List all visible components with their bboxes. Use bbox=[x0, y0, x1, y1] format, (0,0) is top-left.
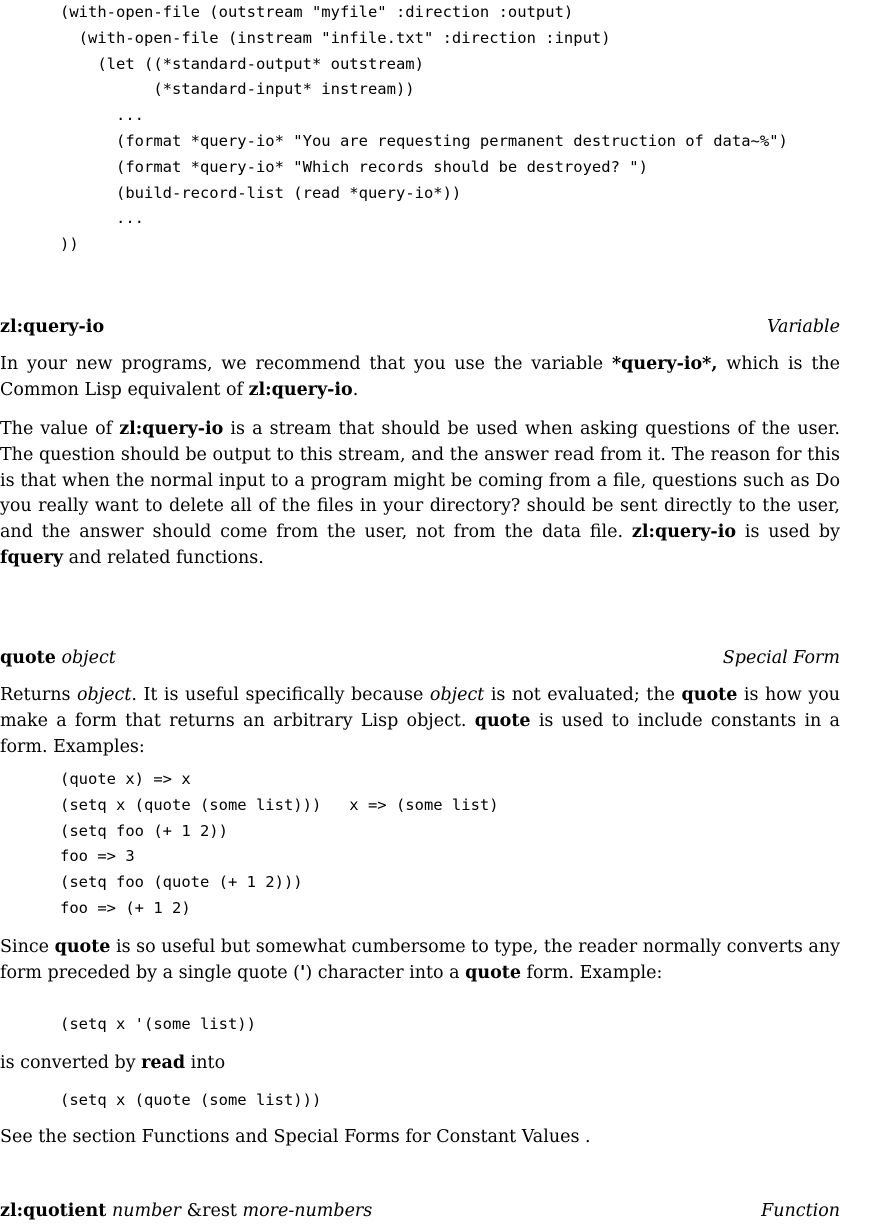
query-io-name: zl:query-io bbox=[0, 317, 105, 337]
quotient-arg-rest: &rest bbox=[186, 1201, 237, 1221]
quote-see-also: See the section Functions and Special Forms for Constant Values . bbox=[0, 1127, 591, 1147]
code-line: (setq x (quote (some list))) bbox=[60, 1091, 322, 1109]
code-line: ... bbox=[60, 209, 144, 228]
quote-examples-code bbox=[60, 767, 499, 922]
quote-paragraph-3: is converted by read into bbox=[0, 1053, 226, 1073]
quotient-arg-more-numbers: more-numbers bbox=[242, 1201, 373, 1221]
code-line: foo => 3 bbox=[60, 847, 135, 866]
code-line: (with-open-file (instream "infile.txt" :direction :input) bbox=[60, 28, 611, 47]
query-io-paragraph-1: In your new programs, we recommend that you use the variable *query-io*, which is the Common Lisp equivalent of zl:query-io. bbox=[0, 354, 840, 400]
quote-kind: Special Form bbox=[722, 648, 840, 668]
quote-example-2-code bbox=[60, 1012, 256, 1038]
query-io-heading bbox=[0, 314, 840, 340]
code-line: (setq foo (+ 1 2)) bbox=[60, 821, 228, 840]
query-io-kind: Variable bbox=[766, 317, 840, 337]
code-line: (setq foo (quote (+ 1 2))) bbox=[60, 873, 303, 892]
code-line: (quote x) => x bbox=[60, 770, 191, 788]
code-line: (setq x '(some list)) bbox=[60, 1015, 256, 1033]
code-line: )) bbox=[60, 235, 79, 254]
code-line: (setq x (quote (some list))) x => (some list) bbox=[60, 795, 499, 814]
code-line: (format *query-io* "You are requesting permanent destruction of data~%") bbox=[60, 131, 788, 150]
quotient-arg-number: number bbox=[111, 1201, 181, 1221]
quote-example-3-code bbox=[60, 1088, 321, 1114]
code-line: foo => (+ 1 2) bbox=[60, 898, 191, 917]
quote-arg: object bbox=[61, 648, 116, 668]
code-line: (with-open-file (outstream "myfile" :direction :output) bbox=[60, 3, 574, 21]
quote-paragraph-2: Since quote is so useful but somewhat cumbersome to type, the reader normally converts any form preceded by a single quote (') character into a quote form. Example: bbox=[0, 937, 840, 983]
code-line: ... bbox=[60, 106, 144, 125]
code-line: (*standard-input* instream)) bbox=[60, 80, 415, 99]
quote-heading bbox=[0, 645, 840, 671]
top-code-block bbox=[60, 0, 788, 258]
quotient-kind: Function bbox=[761, 1201, 840, 1221]
quote-paragraph-1: Returns object. It is useful specifically because object is not evaluated; the quote is how you make a form that returns an arbitrary Lisp object. quote is used to include constants in a form. Examples: bbox=[0, 685, 841, 757]
quotient-name: zl:quotient bbox=[0, 1201, 107, 1221]
quotient-heading bbox=[0, 1198, 840, 1224]
query-io-paragraph-2: The value of zl:query-io is a stream that should be used when asking questions of the user. The question should be output to this stream, and the answer read from it. The reason for this is that when the normal input to a program might be coming from a file, questions such as Do you really want to delete all of the files in your directory? should be sent directly to the user, and the answer should come from the user, not from the data file. zl:query-io is used by fquery and related functions. bbox=[0, 419, 840, 568]
code-line: (let ((*standard-output* outstream) bbox=[60, 54, 424, 73]
code-line: (build-record-list (read *query-io*)) bbox=[60, 183, 462, 202]
quote-name: quote bbox=[0, 648, 56, 668]
code-line: (format *query-io* "Which records should be destroyed? ") bbox=[60, 157, 648, 176]
